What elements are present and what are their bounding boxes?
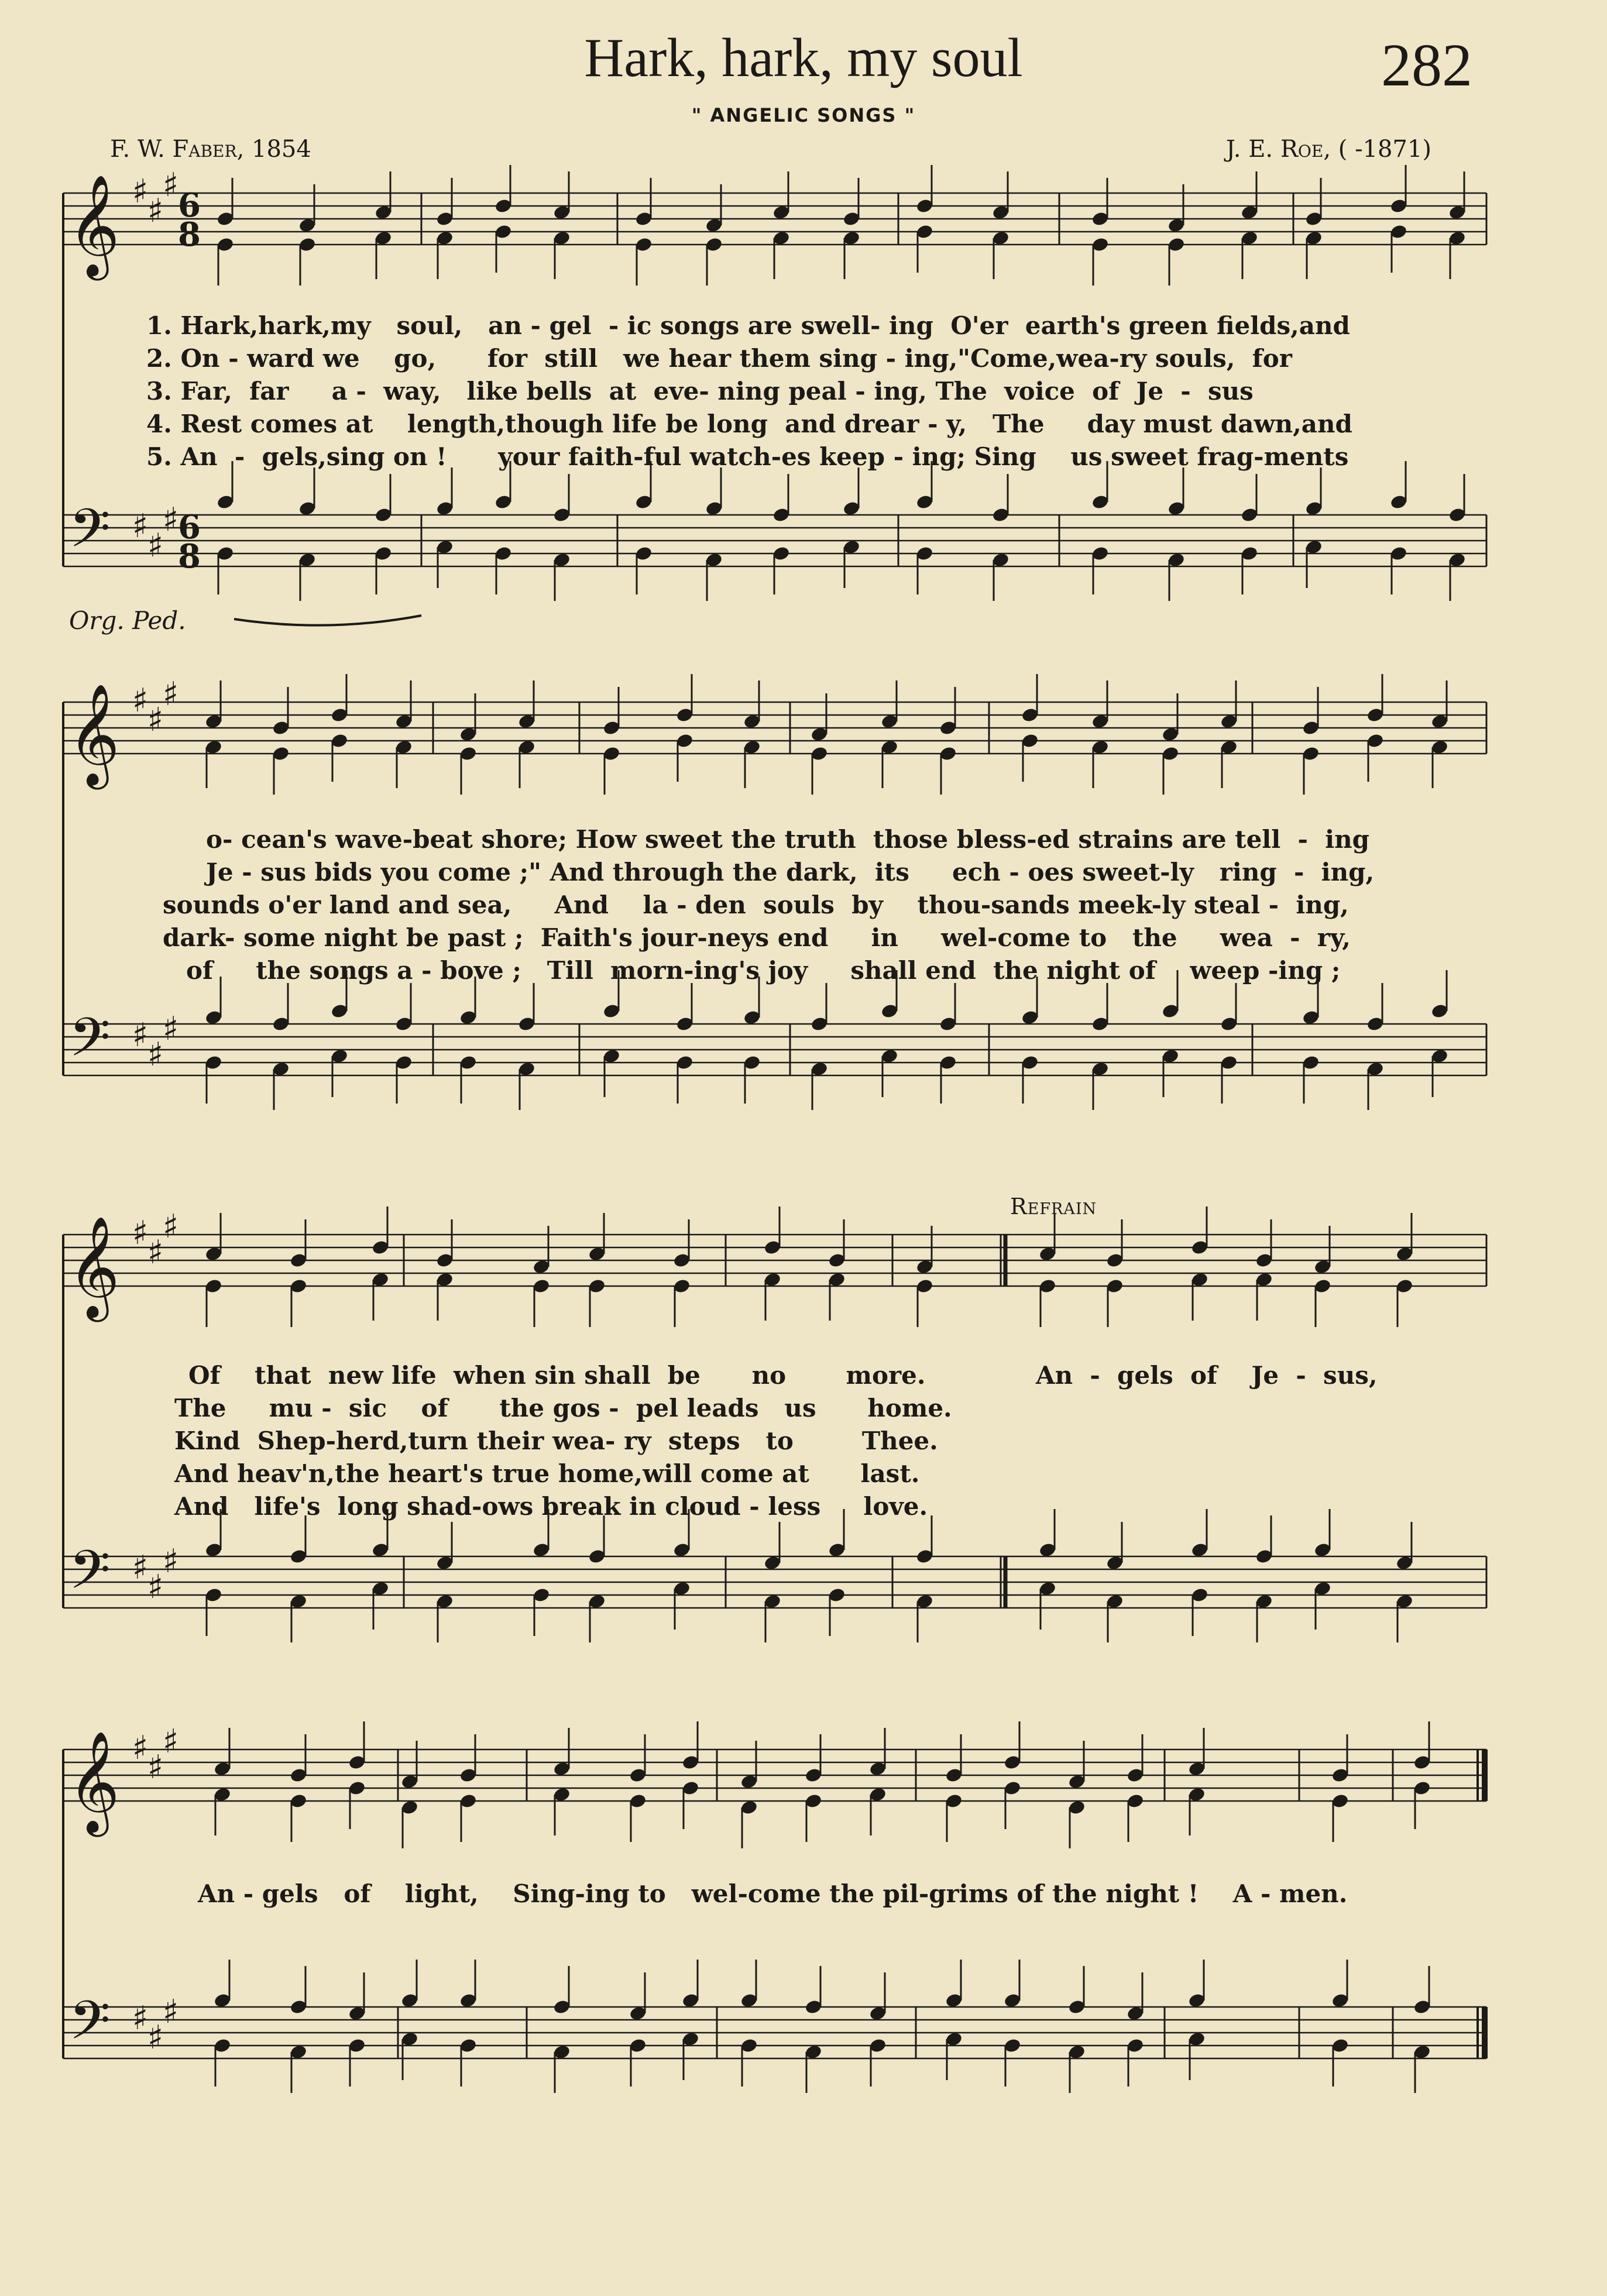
sharp-sign: ♯ [132, 1214, 149, 1252]
sharp-sign: ♯ [163, 1010, 179, 1048]
verse-4-line-2: dark- some night be past ; Faith's jour-neys end in wel-come to the wea - ry, [163, 923, 1351, 952]
verse-3-line-1: 3. Far, far a - way, like bells at eve- ning peal - ing, The voice of Je - sus [146, 377, 1254, 405]
verse-4-line-1: 4. Rest comes at length,though life be long and drear - y, The day must dawn,and [146, 410, 1352, 438]
sharp-sign: ♯ [132, 1549, 149, 1587]
refrain-lyric-2: An - gels of light, Sing-ing to wel-come the pil-grims of the night ! A - men. [198, 1879, 1348, 1908]
sharp-sign: ♯ [147, 192, 164, 230]
time-sig-bottom: 8 [178, 215, 201, 254]
verse-1-line-2: o- cean's wave-beat shore; How sweet the truth those bless-ed strains are tell - ing [206, 825, 1369, 854]
sharp-sign: ♯ [132, 173, 149, 211]
sharp-sign: ♯ [147, 701, 164, 739]
sharp-sign: ♯ [147, 2019, 164, 2057]
verse-3-line-3: Kind Shep-herd,turn their wea- ry steps to Thee. [174, 1427, 938, 1455]
treble-clef: 𝄞 [68, 1216, 120, 1318]
sharp-sign: ♯ [163, 1723, 179, 1761]
sharp-sign: ♯ [132, 682, 149, 720]
sharp-sign: ♯ [163, 166, 179, 204]
verse-5-line-3: And life's long shad-ows break in cloud - less love. [174, 1492, 928, 1521]
refrain-lyric-1: An - gels of Je - sus, [1036, 1361, 1378, 1390]
verse-5-line-1: 5. An - gels,sing on ! your faith-ful watch-es keep - ing; Sing us sweet frag-ments [146, 442, 1349, 471]
sharp-sign: ♯ [147, 527, 164, 565]
hymn-number: 282 [1381, 32, 1472, 99]
sharp-sign: ♯ [147, 1036, 164, 1074]
treble-clef: 𝄞 [68, 1731, 120, 1833]
bass-clef: 𝄢 [69, 1989, 111, 2064]
organ-pedal-label: Org. Ped. [69, 606, 186, 635]
time-sig-bottom: 8 [178, 537, 201, 576]
verse-2-line-3: The mu - sic of the gos - pel leads us home. [174, 1394, 952, 1422]
verse-2-line-2: Je - sus bids you come ;" And through the dark, its ech - oes sweet-ly ring - ing, [206, 858, 1375, 886]
sharp-sign: ♯ [147, 1748, 164, 1786]
author-credit: F. W. Faber, 1854 [110, 136, 311, 163]
sharp-sign: ♯ [163, 1993, 179, 2031]
time-sig-top: 6 [178, 186, 201, 225]
sharp-sign: ♯ [147, 1568, 164, 1606]
verse-2-line-1: 2. On - ward we go, for still we hear them sing - ing,"Come,wea-ry souls, for [146, 344, 1292, 373]
sharp-sign: ♯ [163, 501, 179, 539]
verse-1-line-3: Of that new life when sin shall be no more. [188, 1361, 926, 1390]
verse-1-line-1: 1. Hark,hark,my soul, an - gel - ic songs are swell- ing O'er earth's green fields,and [146, 311, 1350, 340]
sharp-sign: ♯ [163, 1542, 179, 1580]
sharp-sign: ♯ [132, 507, 149, 545]
sharp-sign: ♯ [132, 1729, 149, 1767]
verse-3-line-2: sounds o'er land and sea, And la - den souls by thou-sands meek-ly steal - ing, [163, 891, 1349, 919]
bass-clef: 𝄢 [69, 1539, 111, 1614]
sharp-sign: ♯ [132, 1016, 149, 1054]
verse-4-line-3: And heav'n,the heart's true home,will come at last. [174, 1459, 920, 1488]
refrain-label: Refrain [1010, 1194, 1097, 1219]
verse-5-line-2: of the songs a - bove ; Till morn-ing's joy shall end the night of weep -ing ; [186, 956, 1341, 985]
treble-staff [63, 1750, 1486, 1801]
sharp-sign: ♯ [147, 1233, 164, 1271]
treble-clef: 𝄞 [68, 683, 120, 785]
hymn-title: Hark, hark, my soul [584, 28, 1023, 88]
bass-clef: 𝄢 [69, 497, 111, 572]
tune-name: " ANGELIC SONGS " [691, 104, 916, 126]
pedal-tie [234, 616, 421, 625]
composer-credit: J. E. Roe, ( -1871) [1225, 136, 1431, 163]
treble-clef: 𝄞 [68, 174, 120, 276]
sharp-sign: ♯ [132, 1999, 149, 2037]
bass-staff [63, 2007, 1486, 2058]
sharp-sign: ♯ [163, 675, 179, 713]
bass-clef: 𝄢 [69, 1006, 111, 1081]
time-sig-top: 6 [178, 508, 201, 546]
sharp-sign: ♯ [163, 1208, 179, 1246]
